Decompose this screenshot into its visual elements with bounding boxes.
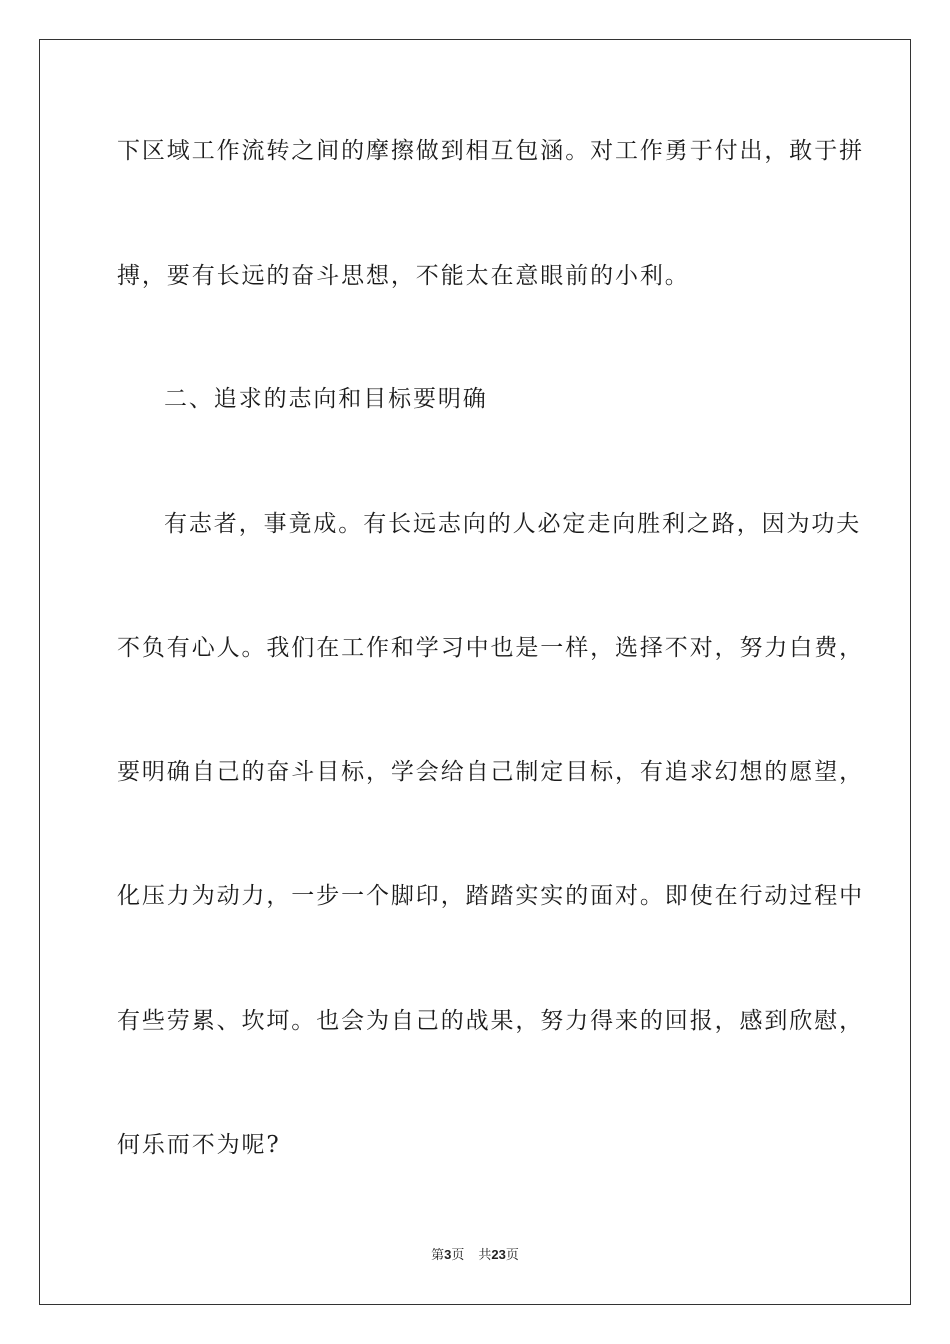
page-suffix: 页 [451, 1248, 465, 1263]
total-suffix: 页 [505, 1248, 519, 1263]
paragraph-line: 搏，要有长远的奋斗思想，不能太在意眼前的小利。 [117, 263, 690, 289]
current-page-number: 3 [444, 1247, 452, 1262]
section-heading: 二、追求的志向和目标要明确 [164, 386, 488, 412]
total-prefix: 共 [478, 1248, 492, 1263]
paragraph-line: 不负有心人。我们在工作和学习中也是一样，选择不对，努力白费， [117, 635, 864, 661]
paragraph-line: 何乐而不为呢? [117, 1132, 281, 1158]
total-page-count: 23 [491, 1247, 506, 1262]
paragraph-line: 化压力为动力，一步一个脚印，踏踏实实的面对。即使在行动过程中 [117, 883, 864, 909]
paragraph-line: 下区域工作流转之间的摩擦做到相互包涵。对工作勇于付出，敢于拼 [117, 138, 864, 164]
page-border [39, 39, 911, 1305]
paragraph-line: 有志者，事竟成。有长远志向的人必定走向胜利之路，因为功夫 [164, 511, 862, 537]
page-prefix: 第 [431, 1248, 445, 1263]
page-footer [0, 1246, 950, 1265]
paragraph-line: 要明确自己的奋斗目标，学会给自己制定目标，有追求幻想的愿望， [117, 759, 864, 785]
paragraph-line: 有些劳累、坎坷。也会为自己的战果，努力得来的回报，感到欣慰， [117, 1008, 864, 1034]
